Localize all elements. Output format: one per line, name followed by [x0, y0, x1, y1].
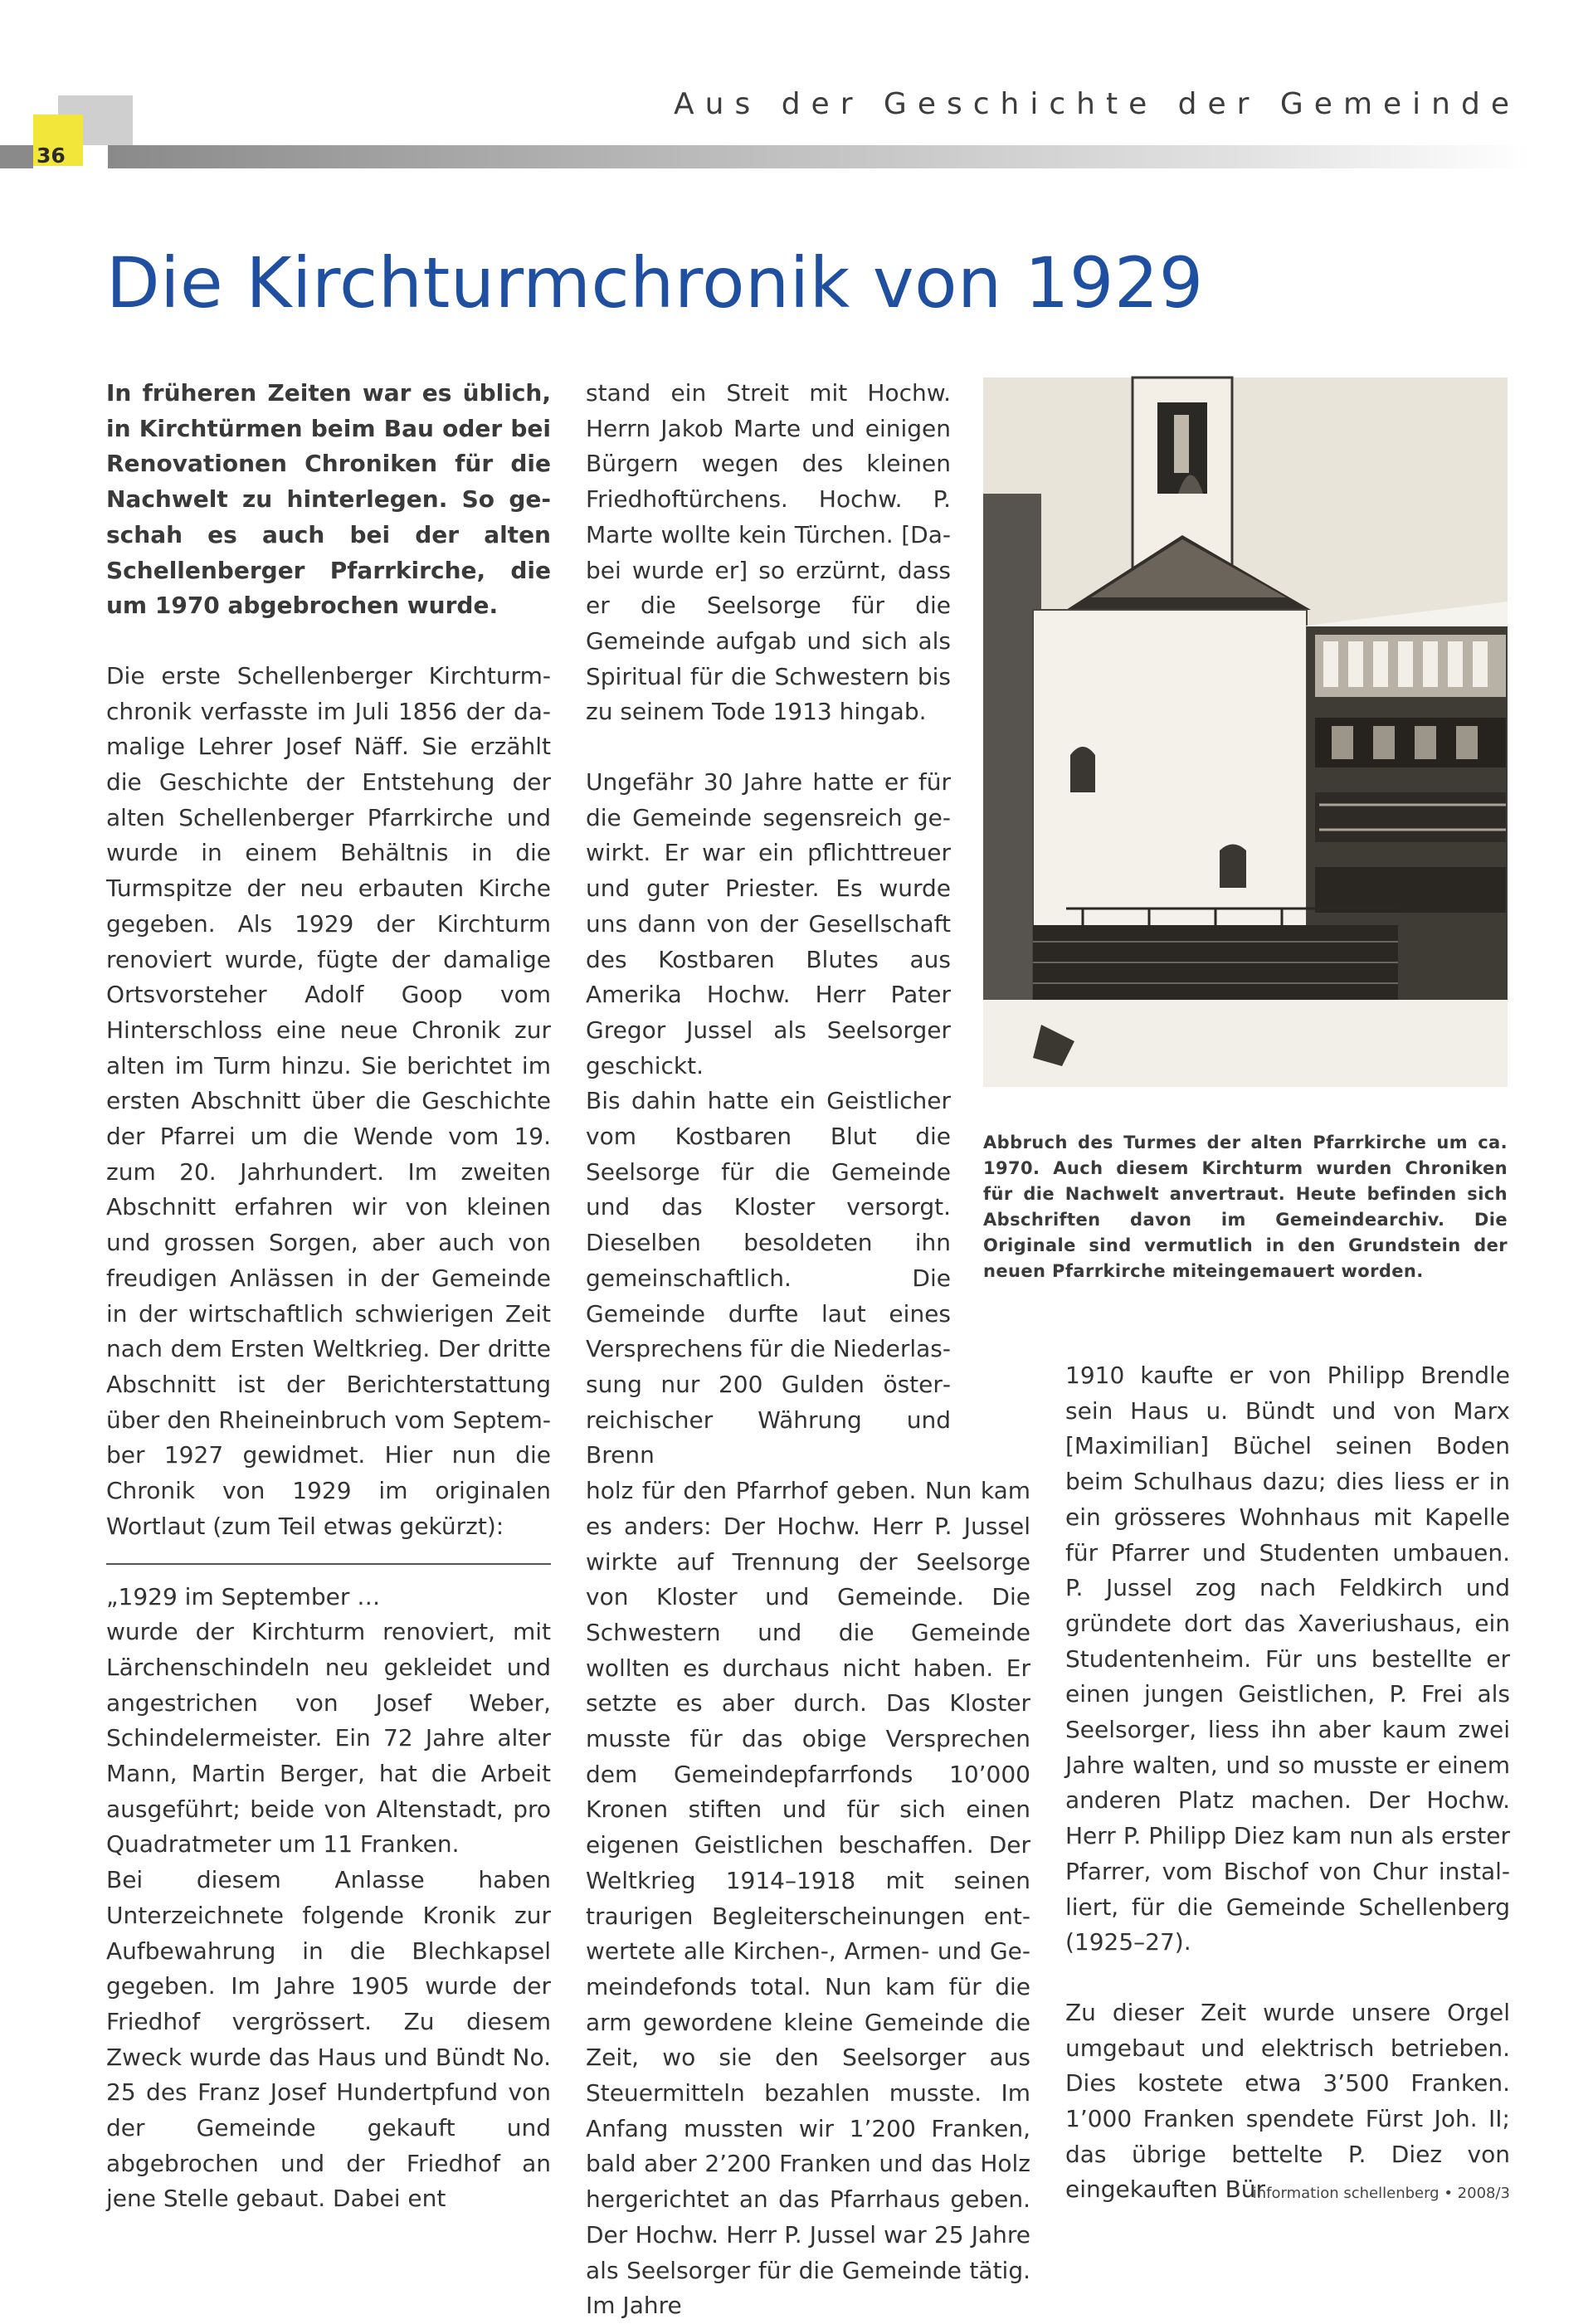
text-column-1: [106, 376, 551, 2217]
chronicle-paragraph-7: Zu dieser Zeit wurde unsere Orgel umgebaut und elektrisch betrieben. Dies kostete etwa 3’500 Franken. 1’000 Franken spendete Fürst Joh. II; das übrige bettelte P. Diez von eingekauften Bür: [1065, 1998, 1510, 2204]
photo-caption: Abbruch des Turmes der alten Pfarrkirche um ca. 1970. Auch diesem Kirchturm wurden Chroniken für die Nachwelt anvertraut. Heute befinden sich Abschriften davon im Gemeindearchiv. Die Originale sind vermutlich in den Grundstein der neuen Pfarrkirche miteingemauert worden.: [983, 1133, 1508, 1281]
chronicle-paragraph-5a: Bis dahin hatte ein Geistlicher vom Kostbaren Blut die Seelsorge für die Gemeinde und das Kloster versorgt. Dieselben besoldeten ihn gemeinschaftlich. Die Gemeinde durfte laut eines Versprechens für die Niederlassung nur 200 Gulden österreichischer Währung und Brenn: [586, 1087, 951, 1469]
page-number: 36: [37, 144, 66, 168]
intro-paragraph: Die erste Schellenberger Kirchturmchronik verfasste im Juli 1856 der damalige Lehrer Josef Näff. Sie erzählt die Geschichte der Entstehung der alten Schellenberger Pfarrkirche und wurde in einem Behältnis in die Turmspitze der neu erbauten Kirche gegeben. Als 1929 der Kirchturm renoviert wurde, fügte der damalige Ortsvorsteher Adolf Goop vom Hinterschloss eine neue Chronik zur alten im Turm hinzu. Sie berichtet im ersten Abschnitt über die Geschichte der Pfarrei um die Wende vom 19. zum 20. Jahrhundert. Im zweiten Abschnitt erfahren wir von kleinen und grossen Sorgen, aber auch von freudigen Anlässen in der Gemeinde in der wirtschaftlich schwierigen Zeit nach dem Ersten Weltkrieg. Der dritte Abschnitt ist der Berichterstattung über den Rheineinbruch vom September 1927 gewidmet. Hier nun die Chronik von 1929 im originalen Wortlaut (zum Teil etwas gekürzt):: [106, 661, 551, 1540]
chronicle-paragraph-3: stand ein Streit mit Hochw. Herrn Jakob Marte und einigen Bürgern wegen des kleinen Friedhoftürchens. Hochw. P. Marte wollte kein Türchen. [Dabei wurde er] so erzürnt, dass er die Seelsorge für die Gemeinde aufgab und sich als Spiritual für die Schwestern bis zu seinem Tode 1913 hingab.: [586, 379, 951, 726]
text-column-3: [1065, 1358, 1510, 2208]
chronicle-paragraph-5b: holz für den Pfarrhof geben. Nun kam es anders: Der Hochw. Herr P. Jussel wirkte auf Trennung der Seelsorge von Kloster und Gemeinde. Die Schwestern und die Gemeinde wollten es durchaus nicht haben. Er setzte es aber durch. Das Kloster musste für das obige Versprechen dem Gemeindepfarrfonds 10’000 Kronen stiften und für sich einen eigenen Geistlichen beschaffen. Der Weltkrieg 1914–1918 mit seinen traurigen Begleiterscheinungen entwertete alle Kirchen-, Armen- und Gemeindefonds total. Nun kam für die arm gewordene kleine Gemeinde die Zeit, wo sie den Seelsorger aus Steuermitteln bezahlen musste. Im Anfang mussten wir 1’200 Franken, bald aber 2’200 Franken und das Holz hergerichtet an das Pfarrhaus geben. Der Hochw. Herr P. Jussel war 25 Jahre als Seelsorger für die Gemeinde tätig. Im Jahre: [586, 1477, 1030, 2320]
chronicle-paragraph-6: 1910 kaufte er von Philipp Brendle sein Haus u. Bündt und von Marx [Maximilian] Büchel seinen Boden beim Schulhaus dazu; dies liess er in ein grösseres Wohnhaus mit Kapelle für Pfarrer und Studenten umbauen. P. Jussel zog nach Feldkirch und gründete dort das Xaveriushaus, ein Studentenheim. Für uns bestellte er einen jungen Geistlichen, P. Frei als Seelsorger, liess ihn aber kaum zwei Jahre walten, und so musste er einem anderen Platz machen. Der Hochw. Herr P. Philipp Diez kam nun als erster Pfarrer, vom Bischof von Chur installiert, für die Gemeinde Schellenberg (1925–27).: [1065, 1362, 1510, 1956]
church-photo-illustration: [983, 378, 1508, 1087]
quote-heading: „1929 im September …: [106, 1582, 381, 1610]
header-left-bar: [0, 145, 33, 168]
lead-paragraph: In früheren Zeiten war es üblich, in Kirchtürmen beim Bau oder bei Renovationen Chroniken für die Nachwelt zu hinterlegen. So geschah es auch bei der alten Schellenberger Pfarrkirche, die um 1970 abgebrochen wurde.: [106, 379, 551, 620]
chronicle-paragraph-1: wurde der Kirchturm renoviert, mit Lärchenschindeln neu gekleidet und angestrichen von Josef Weber, Schindelermeister. Ein 72 Jahre alter Mann, Martin Berger, hat die Arbeit ausgeführt; beide von Altenstadt, pro Quadratmeter um 11 Franken.: [106, 1618, 551, 1859]
divider-rule: [106, 1563, 551, 1565]
section-title: Aus der Geschichte der Gemeinde: [674, 87, 1520, 121]
header-gradient-bar: [108, 145, 1531, 168]
article-title: Die Kirchturmchronik von 1929: [106, 242, 1204, 324]
text-column-2: [586, 376, 1030, 2324]
footer-publication: information schellenberg • 2008/3: [1252, 2185, 1510, 2202]
church-tower-photo: [983, 378, 1508, 1087]
chronicle-paragraph-2: Bei diesem Anlasse haben Unterzeichnete folgende Kronik zur Aufbewahrung in die Blechkapsel gegeben. Im Jahre 1905 wurde der Friedhof vergrössert. Zu diesem Zweck wurde das Haus und Bündt No. 25 des Franz Josef Hundertpfund von der Gemeinde gekauft und abgebrochen und der Friedhof an jene Stelle gebaut. Dabei ent: [106, 1866, 551, 2213]
chronicle-paragraph-4: Ungefähr 30 Jahre hatte er für die Gemeinde segensreich gewirkt. Er war ein pflichttreuer und guter Priester. Es wurde uns dann von der Gesellschaft des Kostbaren Blutes aus Amerika Hochw. Herr Pater Gregor Jussel als Seelsorger geschickt.: [586, 768, 951, 1079]
